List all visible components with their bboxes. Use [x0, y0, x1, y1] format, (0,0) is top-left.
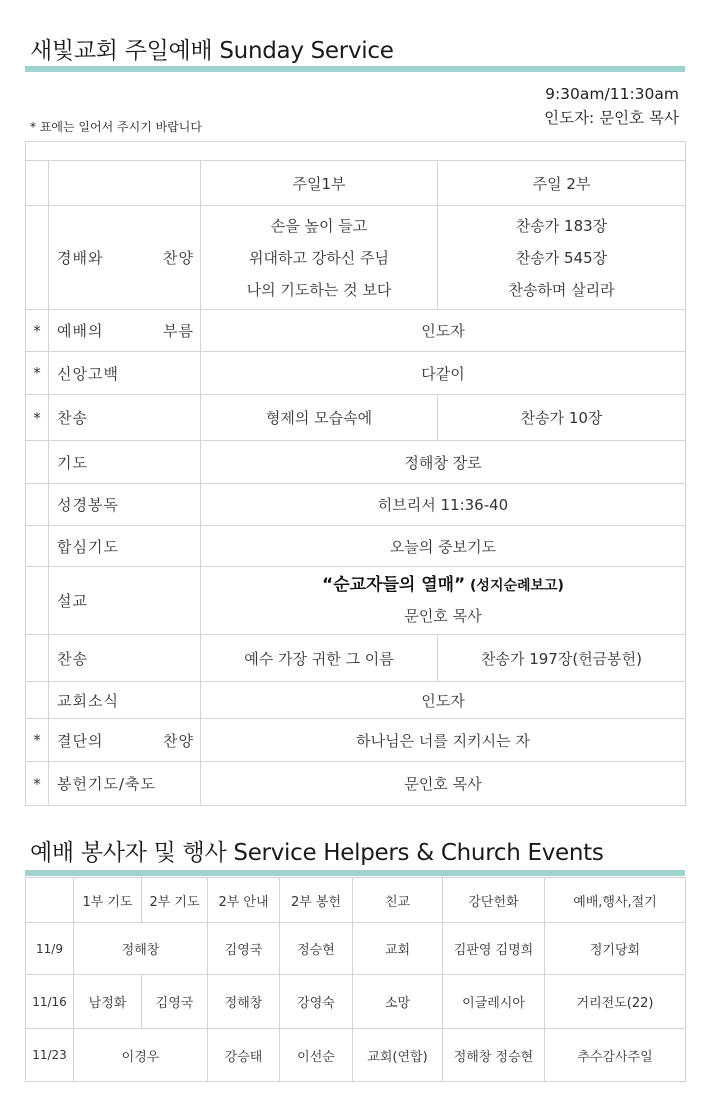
table-row: * 신앙고백 다같이	[26, 352, 686, 395]
row-label: 찬송	[49, 395, 201, 441]
row-value: 오늘의 중보기도	[201, 526, 686, 567]
table-row	[26, 1029, 686, 1082]
service-order-table	[25, 141, 686, 806]
column-header-first-service: 주일1부	[201, 161, 438, 206]
preacher: 문인호 목사	[404, 607, 482, 625]
date-cell: 11/16	[26, 975, 74, 1029]
offering-cell: 정승현	[280, 923, 353, 975]
guide-cell: 강승태	[208, 1029, 280, 1082]
prayer1-cell: 남정화	[74, 975, 142, 1029]
column-header-second-service: 주일 2부	[438, 161, 686, 206]
table-row	[26, 526, 686, 567]
row-label: 교회소식	[49, 682, 201, 719]
row-value: 히브리서 11:36-40	[201, 484, 686, 526]
column-header: 예배,행사,절기	[545, 878, 686, 923]
helpers-header-row	[26, 878, 686, 923]
helpers-title: 예배 봉사자 및 행사 Service Helpers & Church Events	[30, 840, 604, 866]
flowers-cell: 이글레시아	[443, 975, 545, 1029]
event-cell: 거리전도(22)	[545, 975, 686, 1029]
row-value: 다같이	[201, 352, 686, 395]
second-service-value: 찬송가 197장(헌금봉헌)	[438, 635, 686, 682]
fellowship-cell: 교회	[353, 923, 443, 975]
helpers-table	[25, 877, 686, 1082]
table-row	[26, 206, 686, 310]
fellowship-cell: 교회(연합)	[353, 1029, 443, 1082]
first-service-value: 형제의 모습속에	[201, 395, 438, 441]
table-row	[26, 635, 686, 682]
row-value: 정해창 장로	[201, 441, 686, 484]
column-header: 2부 안내	[208, 878, 280, 923]
prayer2-cell: 김영국	[142, 975, 208, 1029]
second-service-value: 찬송가 10장	[438, 395, 686, 441]
table-row	[26, 484, 686, 526]
table-row	[26, 441, 686, 484]
row-label: 예배의 부름	[49, 310, 201, 352]
title-underline	[25, 66, 685, 72]
sermon-title: “순교자들의 열매”	[322, 575, 466, 595]
row-label: 성경봉독	[49, 484, 201, 526]
column-header: 1부 기도	[74, 878, 142, 923]
second-service-songs: 찬송가 183장 찬송가 545장 찬송하며 살리라	[438, 206, 686, 310]
column-header: 강단헌화	[443, 878, 545, 923]
service-info	[544, 82, 679, 130]
helpers-title-underline	[25, 870, 685, 876]
sermon-subtitle: (성지순례보고)	[470, 578, 564, 594]
row-value: 인도자	[201, 310, 686, 352]
event-cell: 추수감사주일	[545, 1029, 686, 1082]
column-header: 2부 봉헌	[280, 878, 353, 923]
table-row	[26, 975, 686, 1029]
date-cell: 11/9	[26, 923, 74, 975]
row-value: 하나님은 너를 지키시는 자	[201, 719, 686, 762]
sermon-cell	[201, 567, 686, 635]
table-row	[26, 923, 686, 975]
row-label: 찬송	[49, 635, 201, 682]
row-label: 설교	[49, 567, 201, 635]
table-row	[26, 682, 686, 719]
row-value: 인도자	[201, 682, 686, 719]
table-row: * 봉헌기도/축도 문인호 목사	[26, 762, 686, 806]
standing-note: * 표에는 일어서 주시기 바랍니다	[30, 120, 202, 134]
service-leader: 인도자: 문인호 목사	[544, 109, 679, 127]
prayer-cell: 이경우	[74, 1029, 208, 1082]
row-label: 합심기도	[49, 526, 201, 567]
offering-cell: 강영숙	[280, 975, 353, 1029]
first-service-value: 예수 가장 귀한 그 이름	[201, 635, 438, 682]
guide-cell: 김영국	[208, 923, 280, 975]
offering-cell: 이선순	[280, 1029, 353, 1082]
table-header-row	[26, 161, 686, 206]
event-cell: 정기당회	[545, 923, 686, 975]
row-label: 결단의 찬양	[49, 719, 201, 762]
table-top-row	[26, 142, 686, 161]
table-row: * 결단의 찬양 하나님은 너를 지키시는 자	[26, 719, 686, 762]
column-header: 2부 기도	[142, 878, 208, 923]
row-value: 문인호 목사	[201, 762, 686, 806]
prayer-cell: 정해창	[74, 923, 208, 975]
row-label: 경배와 찬양	[49, 206, 201, 310]
table-row	[26, 567, 686, 635]
fellowship-cell: 소망	[353, 975, 443, 1029]
first-service-songs: 손을 높이 들고 위대하고 강하신 주님 나의 기도하는 것 보다	[201, 206, 438, 310]
flowers-cell: 김판영 김명희	[443, 923, 545, 975]
row-label: 봉헌기도/축도	[49, 762, 201, 806]
page-title: 새빛교회 주일예배 Sunday Service	[30, 38, 394, 64]
row-label: 기도	[49, 441, 201, 484]
date-cell: 11/23	[26, 1029, 74, 1082]
service-times: 9:30am/11:30am	[545, 85, 679, 103]
table-row: * 찬송 형제의 모습속에 찬송가 10장	[26, 395, 686, 441]
row-label: 신앙고백	[49, 352, 201, 395]
guide-cell: 정해창	[208, 975, 280, 1029]
column-header: 친교	[353, 878, 443, 923]
table-row: * 예배의 부름 인도자	[26, 310, 686, 352]
flowers-cell: 정해창 정승현	[443, 1029, 545, 1082]
